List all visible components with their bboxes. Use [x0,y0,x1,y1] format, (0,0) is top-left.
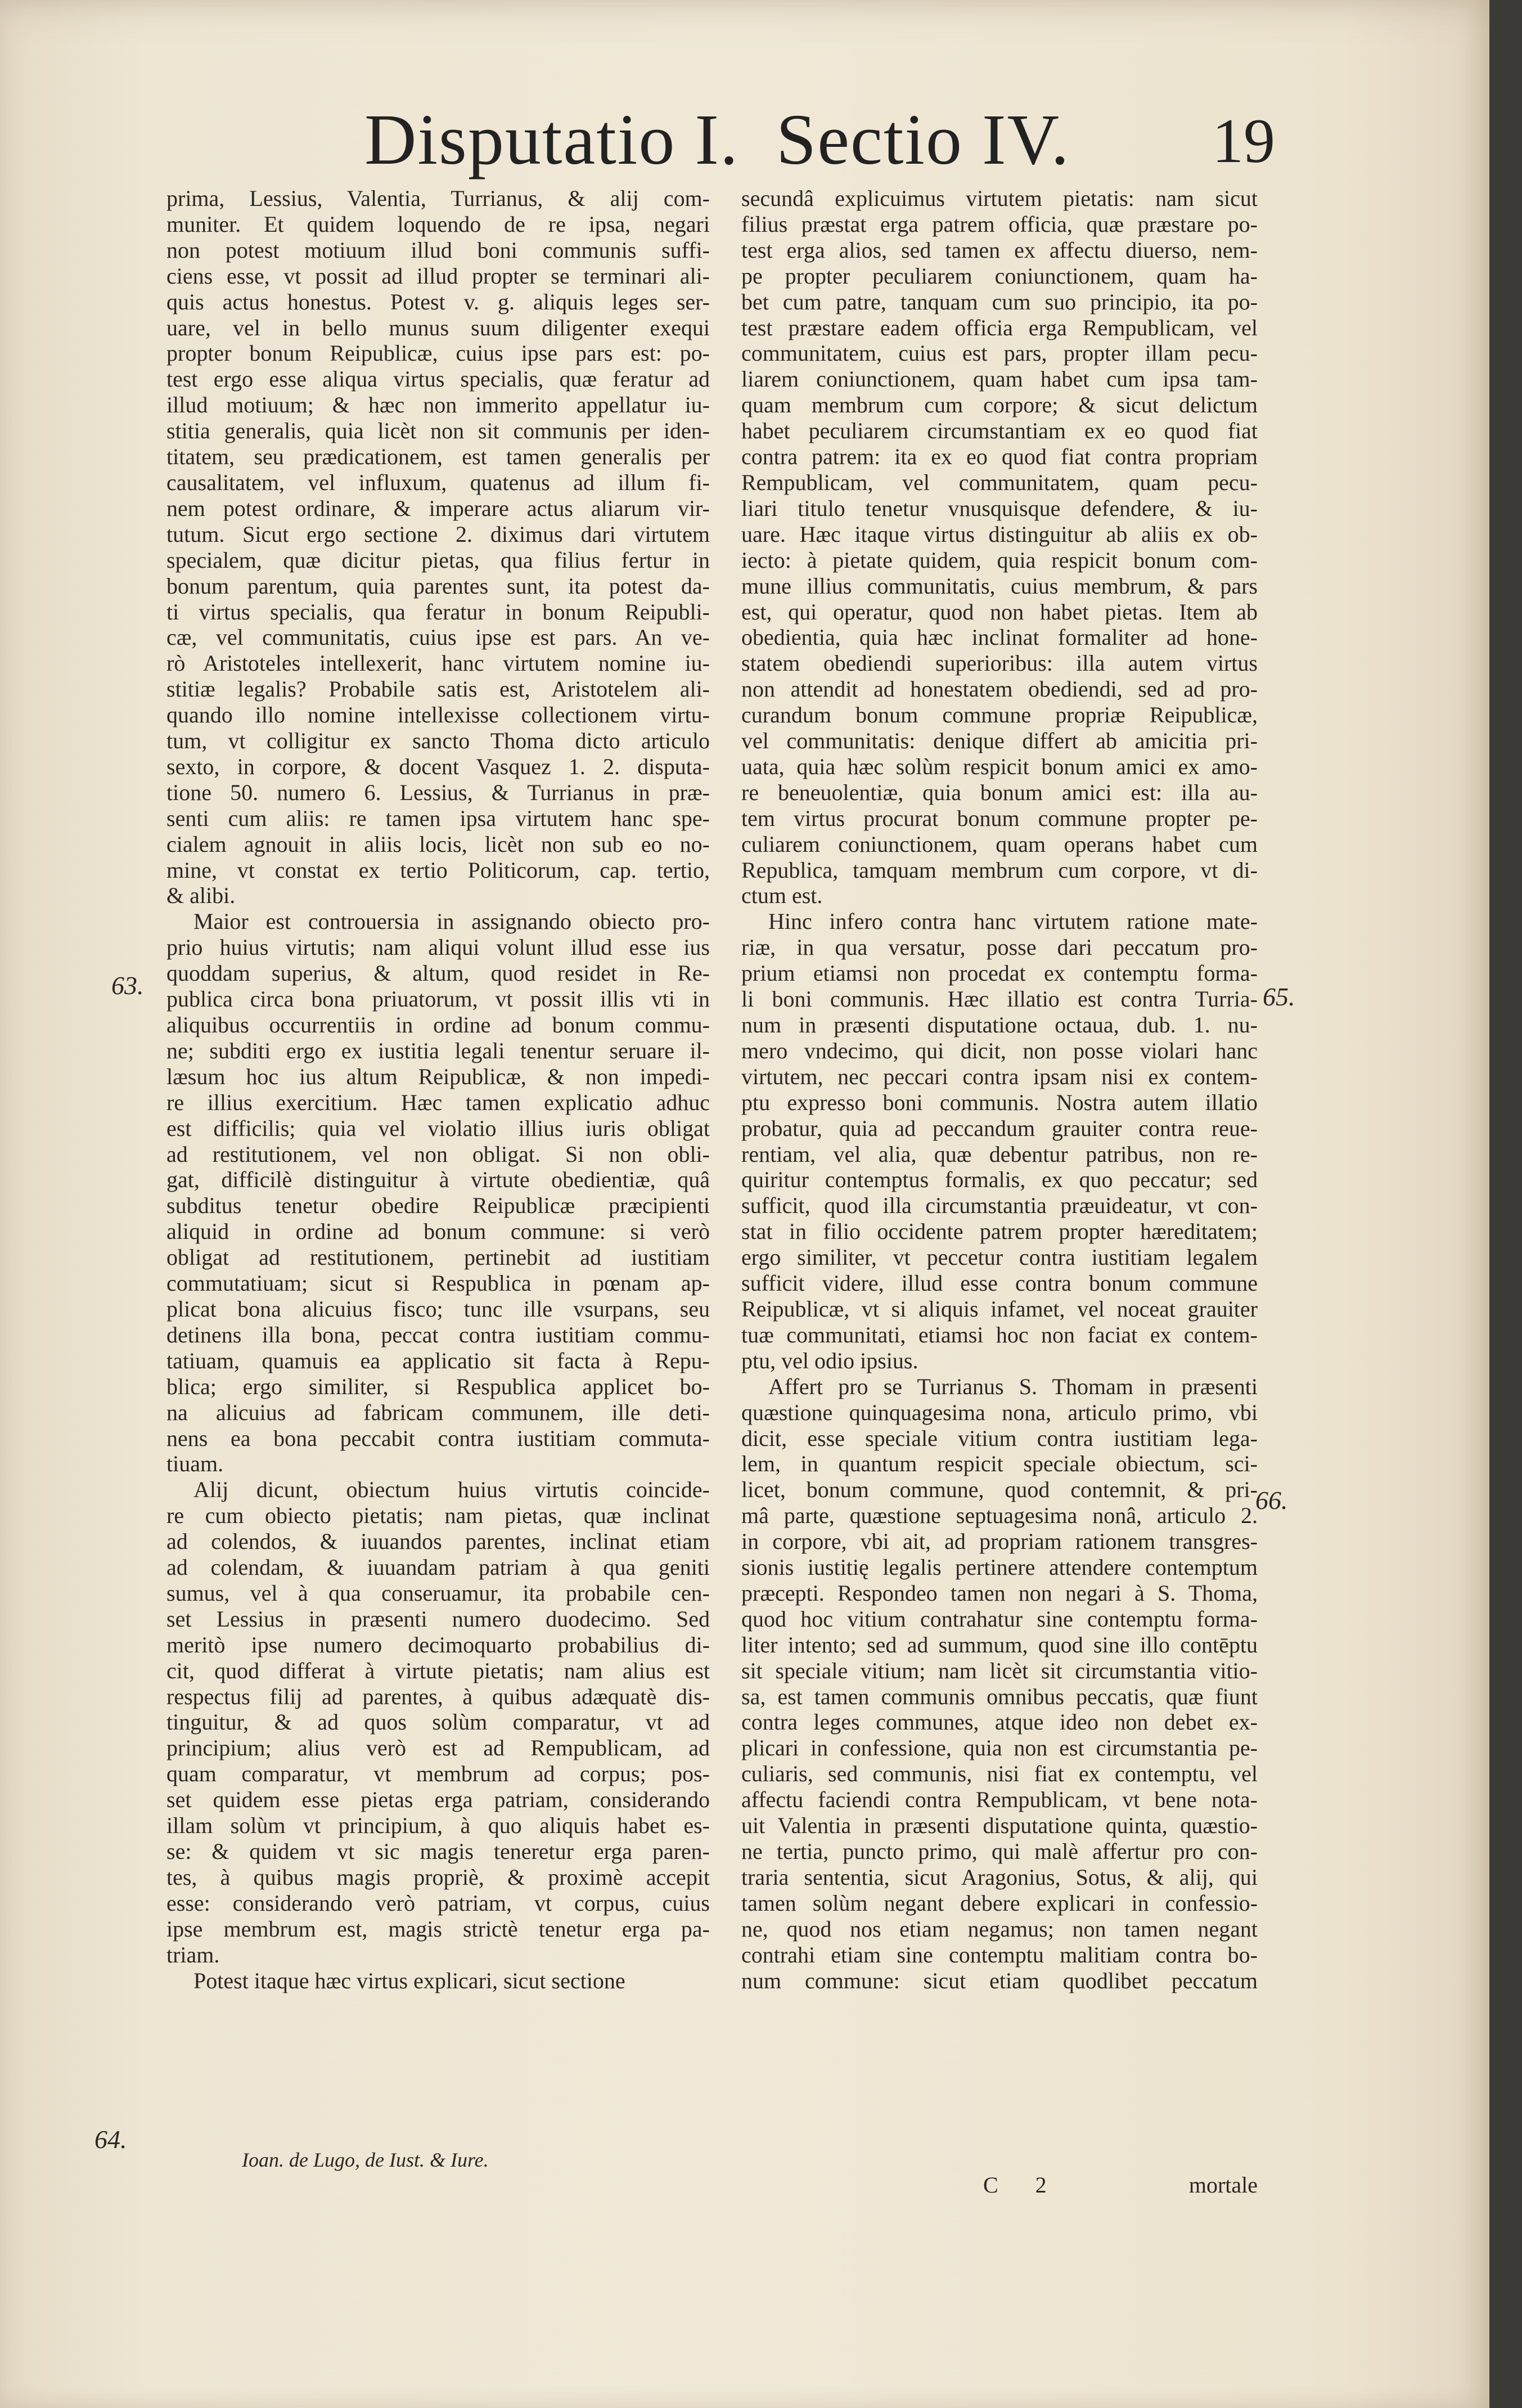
text-line: stat in filio occidente patrem propter hæreditatem; [741,1219,1258,1245]
text-line: affectu faciendi contra Rempublicam, vt bene nota- [741,1787,1258,1813]
text-line: titatem, seu prædicationem, est tamen generalis per [166,444,710,470]
text-line: culiarem coniunctionem, quam operans habet cum [741,831,1258,857]
text-line: ctum est. [741,883,823,909]
text-line: non attendit ad honestatem obediendi, sed ad pro- [741,676,1258,702]
text-line: contra leges communes, atque ideo non debet ex- [741,1709,1258,1735]
text-line: tutum. Sicut ergo sectione 2. diximus dari virtutem [166,521,710,547]
text-line: subditus tenetur obedire Reipublicæ præcipienti [166,1193,710,1219]
text-line: sit speciale vitium; nam licèt sit circumstantia vitio- [741,1657,1258,1683]
text-line: detinens illa bona, peccat contra iustitiam commu- [166,1322,710,1347]
text-line: tes, à quibus magis propriè, & proximè accepit [166,1864,710,1890]
text-line: ergo similiter, vt peccetur contra iustitiam legalem [741,1245,1258,1270]
running-title-right: Sectio IV. [776,100,1070,179]
text-line: aliquibus occurrentiis in ordine ad bonum commu- [166,1012,710,1037]
text-line: uare, vel in bello munus suum diligenter exequi [166,315,710,340]
text-line: esse: considerando verò patriam, vt corpus, cuius [166,1890,710,1916]
text-line: præcepti. Respondeo tamen non negari à S. Thoma, [741,1580,1258,1606]
signature-mark: C 2 [983,2172,1062,2198]
text-line: ne, quod nos etiam negamus; non tamen negant [741,1916,1258,1942]
text-line: culiaris, sed communis, nisi fiat ex contemptu, vel [741,1761,1258,1787]
text-line: traria sententia, sicut Aragonius, Sotus, & alij, qui [741,1864,1258,1890]
text-line: commutatiuam; sicut si Respublica in pœnam ap- [166,1270,710,1296]
text-line: tatiuam, quamuis ea applicatio sit facta à Repu- [166,1347,710,1373]
text-line: curandum bonum commune propriæ Reipublicæ, [741,702,1258,728]
left-column [166,186,710,1993]
text-line: publica circa bona priuatorum, vt possit illis vti in [166,986,710,1012]
text-line: nem potest ordinare, & imperare actus aliarum vir- [166,495,710,521]
text-line: habet peculiarem circumstantiam ex eo quod fiat [741,418,1258,444]
text-line: ptu expresso boni communis. Nostra autem illatio [741,1089,1258,1115]
text-line: quæstione quinquagesima nona, articulo primo, vbi [741,1399,1258,1425]
text-line: est difficilis; quia vel violatio illius iuris obligat [166,1115,710,1141]
text-line: bet cum patre, tanquam cum suo principio, ita po- [741,289,1258,315]
text-line: ptu, vel odio ipsius. [741,1347,918,1373]
text-line: est, qui operatur, quod non habet pietas. Item ab [741,599,1258,625]
text-line: bonum parentum, quia parentes sunt, ita potest da- [166,573,710,599]
text-line: Republica, tamquam membrum cum corpore, vt di- [741,857,1258,883]
text-line: ti virtus specialis, qua feratur in bonum Reipubli- [166,599,710,625]
right-column [741,186,1258,1993]
text-line: quam comparatur, vt membrum ad corpus; pos- [166,1761,710,1787]
text-line: plicat bona alicuius fisco; tunc ille vsurpans, seu [166,1296,710,1322]
text-line: cialem agnouit in aliis locis, licèt non sub eo no- [166,831,710,857]
text-line: tinguitur, & ad quos solùm comparatur, vt ad [166,1709,710,1735]
text-line: plicari in confessione, quia non est circumstantia pe- [741,1735,1258,1761]
text-line: tione 50. numero 6. Lessius, & Turrianus in præ- [166,779,710,805]
text-line: muniter. Et quidem loquendo de re ipsa, negari [166,211,710,237]
text-line: dicit, esse speciale vitium contra iustitiam lega- [741,1425,1258,1451]
text-line: & alibi. [166,883,236,909]
text-line: liter intento; sed ad summum, quod sine illo contēptu [741,1632,1258,1657]
text-line: riæ, in qua versatur, posse dari peccatum pro- [741,935,1258,960]
text-line: virtutem, nec peccari contra ipsam nisi ex contem- [741,1063,1258,1089]
text-line: triam. [166,1942,220,1967]
text-line: sexto, in corpore, & docent Vasquez 1. 2. disputa- [166,753,710,779]
text-line: set quidem esse pietas erga patriam, considerando [166,1787,710,1813]
text-line: na alicuius ad fabricam communem, ille deti- [166,1399,710,1425]
text-line: re beneuolentiæ, quia bonum amici est: illa au- [741,779,1258,805]
text-line: principium; alius verò est ad Rempublicam, ad [166,1735,710,1761]
text-line: propter bonum Reipublicæ, cuius ipse pars est: po- [166,340,710,366]
text-line: ciens esse, vt possit ad illud propter se terminari ali- [166,263,710,289]
text-line: senti cum aliis: re tamen ipsa virtutem hanc spe- [166,805,710,831]
text-line: contra patrem: ita ex eo quod fiat contra propriam [741,444,1258,470]
margin-number-66: 66. [1255,1486,1288,1515]
text-line: cit, quod differat à virtute pietatis; nam alius est [166,1657,710,1683]
margin-number-64: 64. [94,2125,127,2154]
text-line: liarem coniunctionem, quam habet cum ipsa tam- [741,366,1258,392]
text-line: quis actus honestus. Potest v. g. aliquis leges ser- [166,289,710,315]
text-line: stitiæ legalis? Probabile satis est, Aristotelem ali- [166,676,710,702]
text-line: num in præsenti disputatione octaua, dub. 1. nu- [741,1012,1258,1037]
text-line: gat, difficilè distinguitur à virtute obedientiæ, quâ [166,1167,710,1193]
text-line: obligat ad restitutionem, pertinebit ad iustitiam [166,1245,710,1270]
text-line: illam solùm vt principium, à quo aliquis habet es- [166,1813,710,1839]
text-line: quod hoc vitium contrahatur sine contemptu forma- [741,1606,1258,1632]
text-line: test erga alios, sed tamen ex affectu diuerso, nem- [741,237,1258,263]
text-line: licet, bonum commune, quod contemnit, & pri- [741,1477,1258,1503]
text-line: contrahi etiam sine contemptu malitiam contra bo- [741,1942,1258,1967]
margin-number-65: 65. [1263,982,1295,1011]
text-line: set Lessius in præsenti numero duodecimo. Sed [166,1606,710,1632]
text-line: pe propter peculiarem coniunctionem, quam ha- [741,263,1258,289]
text-line: tamen solùm negant debere explicari in confessio- [741,1890,1258,1916]
text-line: re cum obiecto pietatis; nam pietas, quæ inclinat [166,1503,710,1529]
text-line: sa, est tamen communis omnibus peccatis, quæ fiunt [741,1683,1258,1709]
text-line: ne; subditi ergo ex iustitia legali tenentur seruare il- [166,1037,710,1063]
text-line: tiuam. [166,1451,224,1477]
text-line: illud motiuum; & hæc non immerito appellatur iu- [166,392,710,418]
text-line: prio huius virtutis; nam aliqui volunt illud esse ius [166,935,710,960]
text-line: non potest motiuum illud boni communis suffi- [166,237,710,263]
text-line: meritò ipse numero decimoquarto probabilius di- [166,1632,710,1657]
text-line: ad colendos, & iuuandos parentes, inclinat etiam [166,1529,710,1555]
text-line: prima, Lessius, Valentia, Turrianus, & alij com- [166,186,710,211]
text-line: communitatem, cuius est pars, propter illam pecu- [741,340,1258,366]
text-line: sufficit, quod illa circumstantia præuideatur, vt con- [741,1193,1258,1219]
text-line: lem, in quantum respicit speciale obiectum, sci- [741,1451,1258,1477]
text-line: ipse membrum est, magis strictè tenetur erga pa- [166,1916,710,1942]
text-line: probatur, quia ad peccandum grauiter contra reue- [741,1115,1258,1141]
text-line: mâ parte, quæstione septuagesima nonâ, articulo 2. [741,1503,1258,1529]
text-line: li boni communis. Hæc illatio est contra Turria- [741,986,1258,1012]
text-line: prium etiamsi non procedat ex contemptu forma- [741,960,1258,986]
text-line: Affert pro se Turrianus S. Thomam in præsenti [768,1373,1258,1399]
text-line: Reipublicæ, vt si aliquis infamet, vel noceat grauiter [741,1296,1258,1322]
text-line: uata, quia hæc solùm respicit bonum amici ex amo- [741,753,1258,779]
text-line: re illius exercitium. Hæc tamen explicatio adhuc [166,1089,710,1115]
text-line: quando illo nomine intellexisse collectionem virtu- [166,702,710,728]
text-line: sufficit videre, illud esse contra bonum commune [741,1270,1258,1296]
text-line: Hinc infero contra hanc virtutem ratione mate- [768,909,1258,935]
catchword: mortale [1188,2172,1258,2198]
text-line: mune illius communitatis, cuius membrum, & pars [741,573,1258,599]
text-line: tum, vt colligitur ex sancto Thoma dicto articulo [166,728,710,754]
text-line: causalitatem, vel influxum, quatenus ad illum fi- [166,469,710,495]
text-line: respectus filij ad parentes, à quibus adæquatè dis- [166,1683,710,1709]
text-line: quam membrum cum corpore; & sicut delictum [741,392,1258,418]
text-line: cæ, vel communitatis, cuius ipse est pars. An ve- [166,625,710,650]
text-line: secundâ explicuimus virtutem pietatis: nam sicut [741,186,1258,211]
text-line: num commune: sicut etiam quodlibet peccatum [741,1967,1258,1993]
text-line: in corpore, vbi ait, ad propriam rationem transgres- [741,1529,1258,1555]
text-line: filius præstat erga patrem officia, quæ præstare po- [741,211,1258,237]
text-line: sionis iustitię legalis pertinere attendere contemptum [741,1555,1258,1580]
text-line: obedientia, quia hæc inclinat formaliter ad hone- [741,625,1258,650]
text-line: tuæ communitati, etiamsi hoc non faciat ex contem- [741,1322,1258,1347]
text-line: læsum hoc ius altum Reipublicæ, & non impedi- [166,1063,710,1089]
text-line: ne tertia, puncto primo, qui malè affertur pro con- [741,1839,1258,1864]
text-line: ad restitutionem, vel non obligat. Si non obli- [166,1141,710,1167]
text-line: statem obediendi superioribus: illa autem virtus [741,650,1258,676]
text-line: rentiam, vel alia, quæ debentur patribus, non re- [741,1141,1258,1167]
text-line: Rempublicam, vel communitatem, quam pecu- [741,469,1258,495]
text-line: mero vndecimo, qui dicit, non posse violari hanc [741,1037,1258,1063]
text-line: aliquid in ordine ad bonum commune: si verò [166,1219,710,1245]
text-line: nens ea bona peccabit contra iustitiam commuta- [166,1425,710,1451]
text-line: stitia generalis, quia licèt non sit communis per iden- [166,418,710,444]
text-line: test præstare eadem officia erga Rempublicam, vel [741,315,1258,340]
text-line: quoddam superius, & altum, quod residet in Re- [166,960,710,986]
text-line: Maior est controuersia in assignando obiecto pro- [193,909,710,935]
running-title-left: Disputatio I. [364,100,739,179]
text-line: quiritur contemptus formalis, ex quo peccatur; sed [741,1167,1258,1193]
running-head [0,98,1489,194]
text-line: ad colendam, & iuuandam patriam à qua geniti [166,1555,710,1580]
text-line: test ergo esse aliqua virtus specialis, quæ feratur ad [166,366,710,392]
text-line: uit Valentia in præsenti disputatione quinta, quæstio- [741,1813,1258,1839]
footer-running-title: Ioan. de Lugo, de Iust. & Iure. [242,2149,489,2171]
text-line: rò Aristoteles intellexerit, hanc virtutem nomine iu- [166,650,710,676]
page-footer [741,2172,1258,2200]
text-line: vel communitatis: denique differt ab amicitia pri- [741,728,1258,754]
text-line: uare. Hæc itaque virtus distinguitur ab aliis ex ob- [741,521,1258,547]
text-line: liari titulo tenetur vnusquisque defendere, & iu- [741,495,1258,521]
text-line: mine, vt constat ex tertio Politicorum, cap. tertio, [166,857,710,883]
text-line: specialem, quæ dicitur pietas, qua filius fertur in [166,547,710,573]
text-line: iecto: à pietate quidem, quia respicit bonum com- [741,547,1258,573]
text-line: tem virtus procurat bonum commune propter pe- [741,805,1258,831]
margin-number-63: 63. [111,971,144,1000]
text-line: se: & quidem vt sic magis teneretur erga paren- [166,1839,710,1864]
page-number: 19 [1212,106,1275,176]
text-line: sumus, vel à qua conseruamur, ita probabile cen- [166,1580,710,1606]
text-line: Alij dicunt, obiectum huius virtutis coincide- [193,1477,710,1503]
text-line: blica; ergo similiter, si Respublica applicet bo- [166,1373,710,1399]
text-line: Potest itaque hæc virtus explicari, sicut sectione [193,1967,625,1993]
